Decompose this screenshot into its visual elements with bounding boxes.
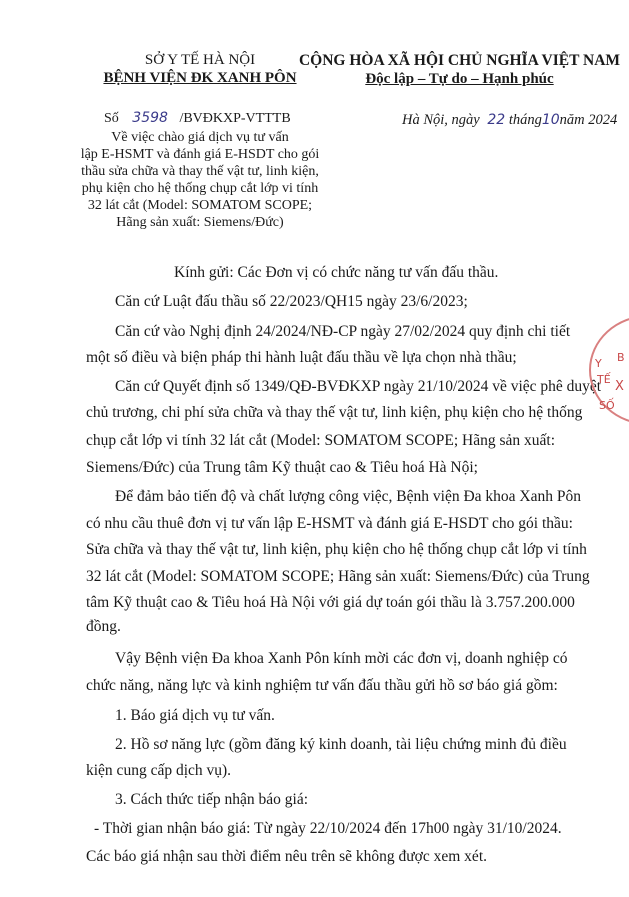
document-number [104, 110, 344, 127]
purpose-line: Sửa chữa và thay thế vật tư, linh kiện, phụ kiện cho hệ thống chụp cắt lớp vi tính [86, 541, 587, 558]
subject-line: Hãng sản xuất: Siemens/Đức) [116, 215, 284, 230]
seal-letter: X [615, 379, 624, 394]
legal-basis-law: Căn cứ Luật đấu thầu số 22/2023/QH15 ngày 23/6/2023; [115, 293, 468, 310]
seal-letter: B [617, 351, 625, 364]
seal-letter: TẾ [597, 373, 611, 386]
subject-line: lập E-HSMT và đánh giá E-HSDT cho gói [80, 147, 320, 162]
ref-suffix: /BVĐKXP-VTTTB [179, 111, 291, 126]
seal-letter: SỐ [599, 399, 615, 412]
document-date [402, 112, 617, 129]
official-seal-partial [589, 315, 629, 425]
greeting: Kính gửi: Các Đơn vị có chức năng tư vấn đấu thầu. [174, 264, 499, 281]
subject-line: 32 lát cắt (Model: SOMATOM SCOPE; [87, 198, 313, 213]
date-month-handwritten: 10 [541, 112, 560, 128]
date-year: năm 2024 [559, 112, 618, 128]
invitation-line: chức năng, năng lực và kinh nghiệm tư vấn đấu thầu gửi hồ sơ báo giá gồm: [86, 677, 558, 694]
subject-line: phụ kiện cho hệ thống chụp cắt lớp vi tính [81, 181, 319, 196]
receipt-time-line: Các báo giá nhận sau thời điểm nêu trên sẽ không được xem xét. [86, 848, 487, 865]
purpose-line: có nhu cầu thuê đơn vị tư vấn lập E-HSMT và đánh giá E-HSDT cho gói thầu: [86, 515, 573, 532]
legal-basis-decision-line: Căn cứ Quyết định số 1349/QĐ-BVĐKXP ngày 21/10/2024 về việc phê duyệt [115, 378, 602, 395]
list-item: 1. Báo giá dịch vụ tư vấn. [115, 707, 275, 724]
legal-basis-decision-line: chủ trương, chi phí sửa chữa và thay thế vật tư, linh kiện, phụ kiện cho hệ thống [86, 404, 583, 421]
purpose-line: Để đảm bảo tiến độ và chất lượng công việc, Bệnh viện Đa khoa Xanh Pôn [115, 488, 581, 505]
agency-name: SỞ Y TẾ HÀ NỘI [144, 52, 256, 68]
purpose-line: tâm Kỹ thuật cao & Tiêu hoá Hà Nội với giá dự toán gói thầu là 3.757.200.000 [86, 594, 575, 611]
date-day-handwritten: 22 [487, 112, 506, 128]
date-prefix: Hà Nội, ngày [402, 112, 480, 128]
date-month-label: tháng [508, 112, 542, 128]
document-subject [60, 129, 340, 231]
list-item: 3. Cách thức tiếp nhận báo giá: [115, 791, 309, 808]
national-title: CỘNG HÒA XÃ HỘI CHỦ NGHĨA VIỆT NAM [298, 52, 621, 69]
legal-basis-decision-line: chụp cắt lớp vi tính 32 lát cắt (Model: SOMATOM SCOPE; Hãng sản xuất: [86, 432, 555, 449]
list-item: 2. Hồ sơ năng lực (gồm đăng ký kinh doanh, tài liệu chứng minh đủ điều [115, 736, 567, 753]
hospital-name: BỆNH VIỆN ĐK XANH PÔN [103, 70, 297, 86]
subject-line: Về việc chào giá dịch vụ tư vấn [111, 130, 289, 145]
subject-line: thầu sửa chữa và thay thế vật tư, linh kiện, [81, 164, 319, 179]
ref-number-handwritten: 3598 [132, 110, 168, 126]
invitation-line: Vậy Bệnh viện Đa khoa Xanh Pôn kính mời các đơn vị, doanh nghiệp có [115, 650, 568, 667]
purpose-line: đồng. [86, 618, 121, 635]
national-motto: Độc lập – Tự do – Hạnh phúc [365, 71, 554, 87]
legal-basis-decree-line: một số điều và biện pháp thi hành luật đấu thầu về lựa chọn nhà thầu; [86, 349, 517, 366]
purpose-line: 32 lát cắt (Model: SOMATOM SCOPE; Hãng sản xuất: Siemens/Đức) của Trung [86, 568, 590, 585]
list-item-continuation: kiện cung cấp dịch vụ). [86, 762, 232, 779]
ref-prefix: Số [104, 111, 119, 126]
receipt-time-line: - Thời gian nhận báo giá: Từ ngày 22/10/2024 đến 17h00 ngày 31/10/2024. [94, 820, 562, 837]
seal-letter: Y [595, 357, 602, 370]
legal-basis-decree-line: Căn cứ vào Nghị định 24/2024/NĐ-CP ngày 27/02/2024 quy định chi tiết [115, 323, 571, 340]
legal-basis-decision-line: Siemens/Đức) của Trung tâm Kỹ thuật cao & Tiêu hoá Hà Nội; [86, 459, 478, 476]
